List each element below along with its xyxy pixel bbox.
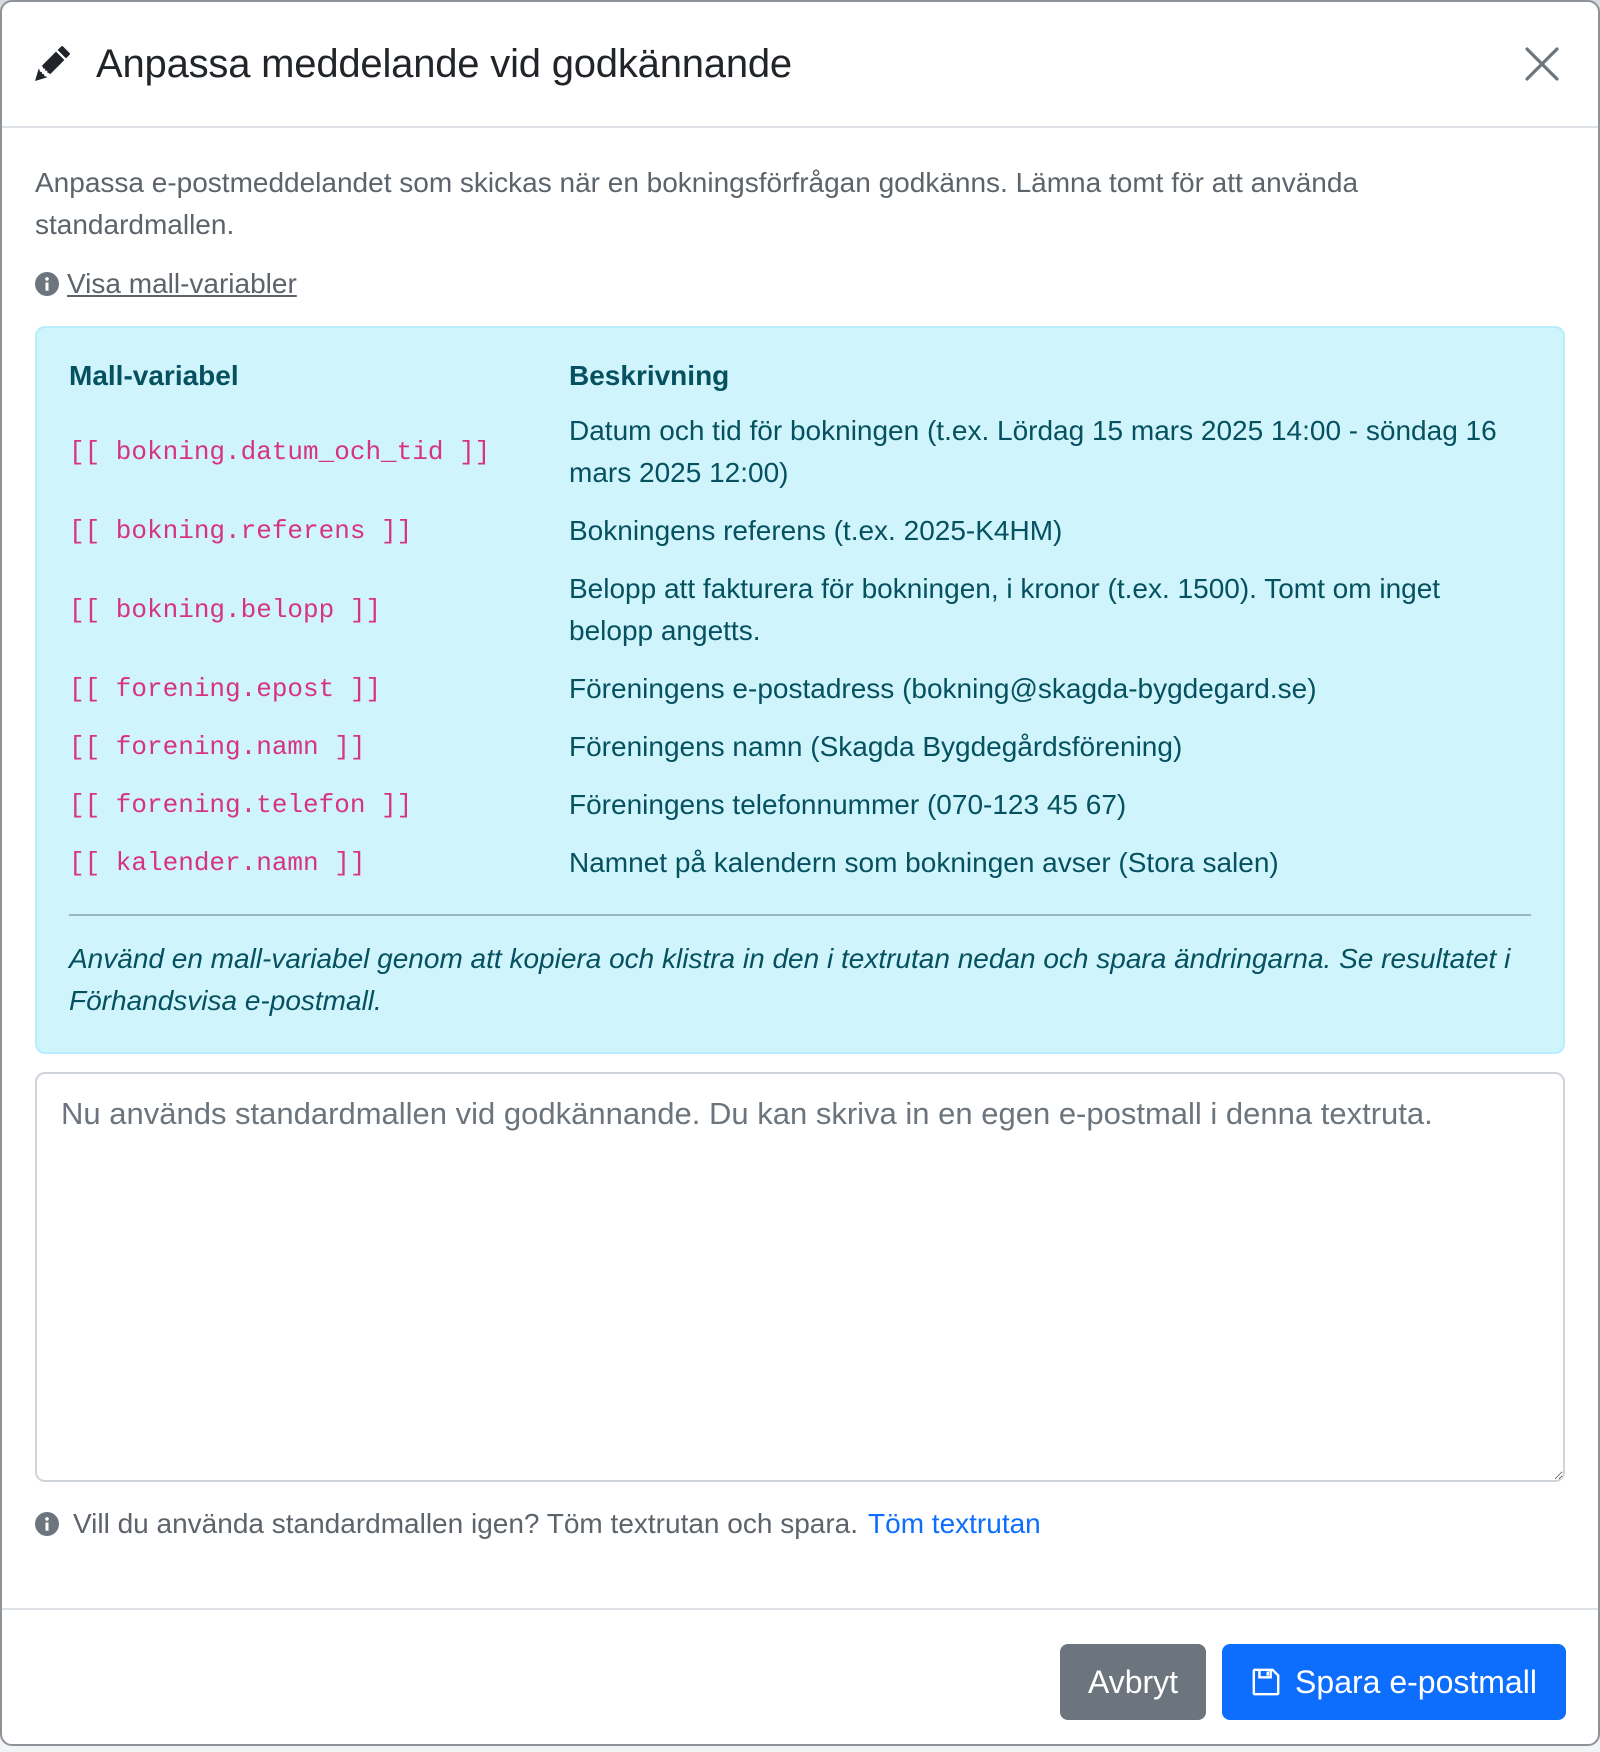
variable-code: [[ forening.epost ]]: [69, 674, 382, 704]
show-variables-toggle[interactable]: [35, 264, 1565, 304]
modal-header: [2, 2, 1598, 128]
variable-description: Föreningens namn (Skagda Bygdegårdsförening): [569, 731, 1183, 762]
variables-table: [69, 358, 1531, 892]
clear-textarea-link[interactable]: Töm textrutan: [868, 1508, 1041, 1539]
column-header-variable: Mall-variabel: [69, 360, 239, 391]
variables-info-box: [35, 326, 1565, 1054]
variable-description: Bokningens referens (t.ex. 2025-K4HM): [569, 515, 1063, 546]
column-header-description: Beskrivning: [569, 360, 730, 391]
save-template-button[interactable]: [1222, 1644, 1566, 1720]
table-row: [69, 560, 1531, 660]
email-template-textarea[interactable]: [35, 1072, 1565, 1482]
reset-hint-text: Vill du använda standardmallen igen? Töm textrutan och spara.: [73, 1508, 859, 1539]
table-row: [69, 660, 1531, 718]
variable-code: [[ kalender.namn ]]: [69, 848, 366, 878]
table-row: [69, 718, 1531, 776]
modal-footer: [2, 1608, 1598, 1744]
table-row: [69, 834, 1531, 892]
modal-body: [2, 128, 1598, 1544]
variable-code: [[ forening.telefon ]]: [69, 790, 413, 820]
info-circle-icon: [35, 1512, 59, 1536]
save-icon: [1251, 1667, 1281, 1697]
variables-usage-note: Använd en mall-variabel genom att kopiera och klistra in den i textrutan nedan och spara ändringarna. Se resultatet i Förhandsvisa e-postmall.: [69, 943, 1511, 1016]
variable-description: Datum och tid för bokningen (t.ex. Lördag 15 mars 2025 14:00 - söndag 16 mars 2025 12:00): [569, 415, 1497, 488]
variable-code: [[ bokning.belopp ]]: [69, 595, 382, 625]
variable-code: [[ forening.namn ]]: [69, 732, 366, 762]
modal-title: Anpassa meddelande vid godkännande: [96, 41, 792, 86]
variable-code: [[ bokning.datum_och_tid ]]: [69, 437, 491, 467]
intro-text: Anpassa e-postmeddelandet som skickas när en bokningsförfrågan godkänns. Lämna tomt för att använda standardmallen.: [35, 167, 1359, 240]
reset-hint: [35, 1504, 1565, 1544]
divider: [69, 914, 1531, 916]
table-row: [69, 502, 1531, 560]
template-editor: [35, 1072, 1565, 1482]
variable-code: [[ bokning.referens ]]: [69, 516, 413, 546]
cancel-button[interactable]: Avbryt: [1060, 1644, 1206, 1720]
variable-description: Namnet på kalendern som bokningen avser (Stora salen): [569, 847, 1279, 878]
save-button-label: Spara e-postmall: [1295, 1663, 1537, 1700]
variable-description: Föreningens telefonnummer (070-123 45 67): [569, 789, 1127, 820]
show-variables-link[interactable]: Visa mall-variabler: [67, 268, 297, 299]
variable-description: Belopp att fakturera för bokningen, i kronor (t.ex. 1500). Tomt om inget belopp angetts.: [569, 573, 1441, 646]
table-row: [69, 776, 1531, 834]
table-row: [69, 402, 1531, 502]
close-icon[interactable]: [1520, 42, 1564, 86]
info-circle-icon: [35, 272, 59, 296]
variable-description: Föreningens e-postadress (bokning@skagda-bygdegard.se): [569, 673, 1317, 704]
pencil-icon: [34, 46, 70, 82]
